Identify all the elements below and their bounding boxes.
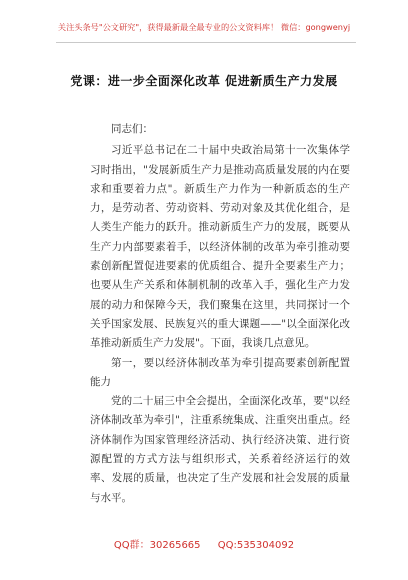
footer-qq-group: QQ群：30265665: [113, 540, 201, 551]
footer-contact: [0, 536, 408, 551]
body-paragraph: 党的二十届三中全会提出，全面深化改革，要"以经济体制改革为牵引"，注重系统集成、注重突出重点。经济体制作为国家管理经济活动、执行经济决策、进行资源配置的方式方法与组织形式，关系着经济运行的效率、发展的质量，也决定了生产发展和社会发展的质量与水平。: [90, 395, 350, 504]
salutation: 同志们：: [111, 123, 153, 135]
document-title: 党课：进一步全面深化改革 促进新质生产力发展: [70, 74, 338, 88]
header-banner: 关注头条号"公文研究"，获得最新最全最专业的公文资料库！ 微信：gongwenyj: [57, 22, 351, 32]
header-divider: [56, 42, 356, 43]
body-paragraph: 习近平总书记在二十届中央政治局第十一次集体学习时指出，"发展新质生产力是推动高质量发展的内在要求和重要着力点"。新质生产力作为一种新质态的生产力，是劳动者、劳动资料、劳动对象及其优化组合，是人类生产能力的跃升。推动新质生产力的发展，既要从生产力内部要素着手，以经济体制的改革为牵引推动要素创新配置促进要素的优质组合、提升全要素生产力；也要从生产关系和体制机制的改革入手，强化生产力发展的动力和保障今天，我们聚集在这里，共同探讨一个关乎国家发展、民族复兴的重大课题——"以全面深化改革推动新质生产力发展"。下面，我谈几点意见。: [90, 144, 350, 350]
document-body: [90, 120, 350, 508]
footer-qq: QQ:535304092: [217, 540, 295, 551]
section-heading: 第一，要以经济体制改革为牵引提高要素创新配置能力: [90, 356, 350, 388]
